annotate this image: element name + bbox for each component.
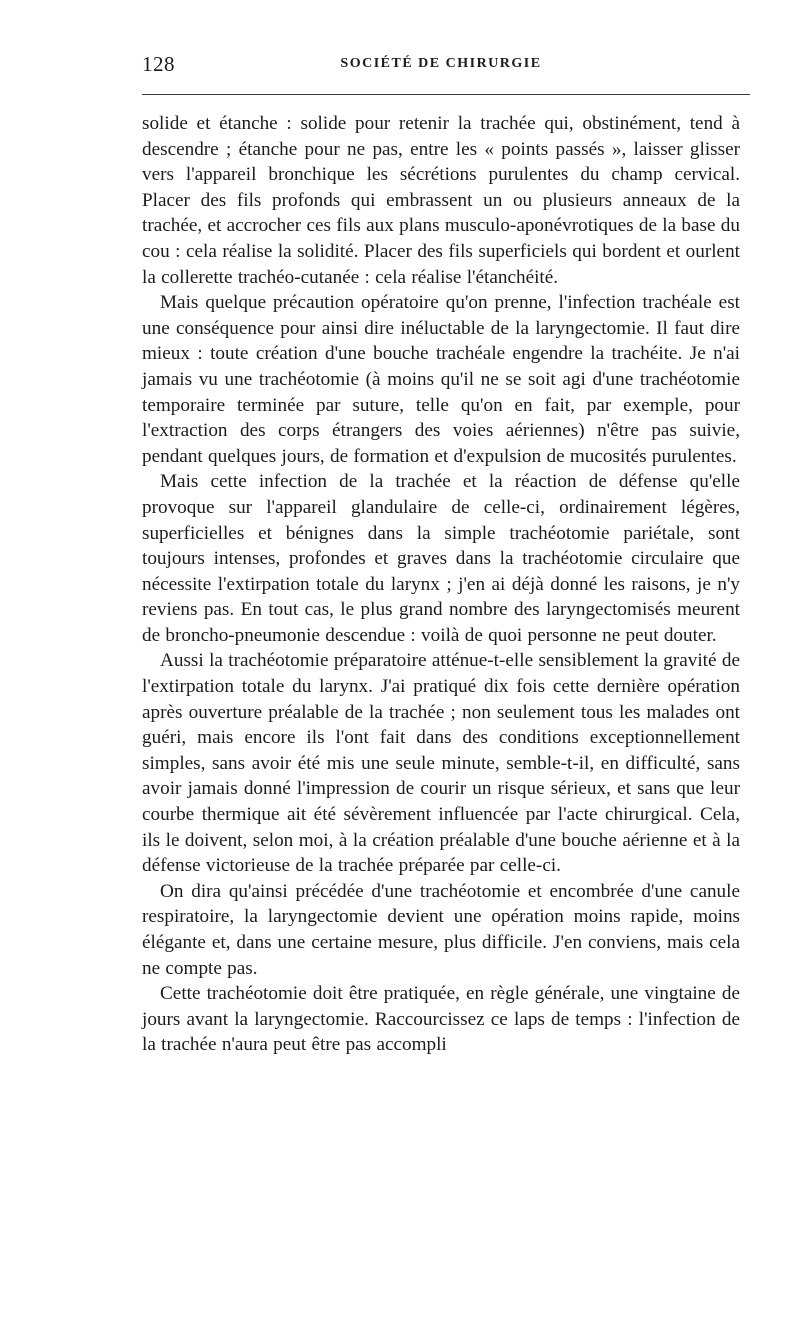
paragraph-4: Aussi la trachéotomie préparatoire atténue-t-elle sensiblement la gravité de l'extirpation totale du larynx. J'ai pratiqué dix fois cette dernière opération après ouverture préalable de la trachée ; non seulement tous les malades ont guéri, mais encore ils l'ont fait dans des conditions exceptionnellement simples, sans avoir été mis une seule minute, semble-t-il, en difficulté, sans avoir jamais donné l'impression de courir un risque sérieux, et sans que leur courbe thermique ait été sévèrement influencée par l'acte chirurgical. Cela, ils le doivent, selon moi, à la création préalable d'une bouche aérienne et à la défense victorieuse de la trachée préparée par celle-ci.	[142, 650, 740, 877]
paragraph-1: solide et étanche : solide pour retenir la trachée qui, obstinément, tend à descendre ; étanche pour ne pas, entre les « points passés », laisser glisser vers l'appareil bronchique les sécrétions purulentes du champ cervical. Placer des fils profonds qui embrassent un ou plusieurs anneaux de la trachée, et accrocher ces fils aux plans musculo-aponévrotiques de la base du cou : cela réalise la solidité. Placer des fils superficiels qui bordent et ourlent la collerette trachéo-cutanée : cela réalise l'étanchéité.	[142, 113, 740, 288]
running-title: SOCIÉTÉ DE CHIRURGIE	[340, 56, 542, 71]
paragraph-2: Mais quelque précaution opératoire qu'on prenne, l'infection trachéale est une conséquence pour ainsi dire inéluctable de la laryngectomie. Il faut dire mieux : toute création d'une bouche trachéale engendre la trachéite. Je n'ai jamais vu une trachéotomie (à moins qu'il ne se soit agi d'une trachéotomie temporaire terminée par suture, telle qu'on en fait, par exemple, pour l'extraction des corps étrangers des voies aériennes) n'être pas suivie, pendant quelques jours, de formation et d'expulsion de mucosités purulentes.	[142, 292, 740, 467]
body-text	[142, 111, 740, 1058]
paragraph-6: Cette trachéotomie doit être pratiquée, en règle générale, une vingtaine de jours avant la laryngectomie. Raccourcissez ce laps de temps : l'infection de la trachée n'aura peut être pas accompli	[142, 983, 740, 1056]
running-head	[142, 48, 740, 88]
paragraph-5: On dira qu'ainsi précédée d'une trachéotomie et encombrée d'une canule respiratoire, la laryngectomie devient une opération moins rapide, moins élégante et, dans une certaine mesure, plus difficile. J'en conviens, mais cela ne compte pas.	[142, 880, 740, 979]
paragraph-3: Mais cette infection de la trachée et la réaction de défense qu'elle provoque sur l'appareil glandulaire de celle-ci, ordinairement légères, superficielles et bénignes dans la simple trachéotomie pariétale, sont toujours intenses, profondes et graves dans la trachéotomie circulaire que nécessite l'extirpation totale du larynx ; j'en ai déjà donné les raisons, je n'y reviens pas. En tout cas, le plus grand nombre des laryngectomisés meurent de broncho-pneumonie descendue : voilà de quoi personne ne peut douter.	[142, 471, 740, 646]
header-rule	[142, 94, 750, 95]
page-number: 128	[142, 52, 175, 76]
